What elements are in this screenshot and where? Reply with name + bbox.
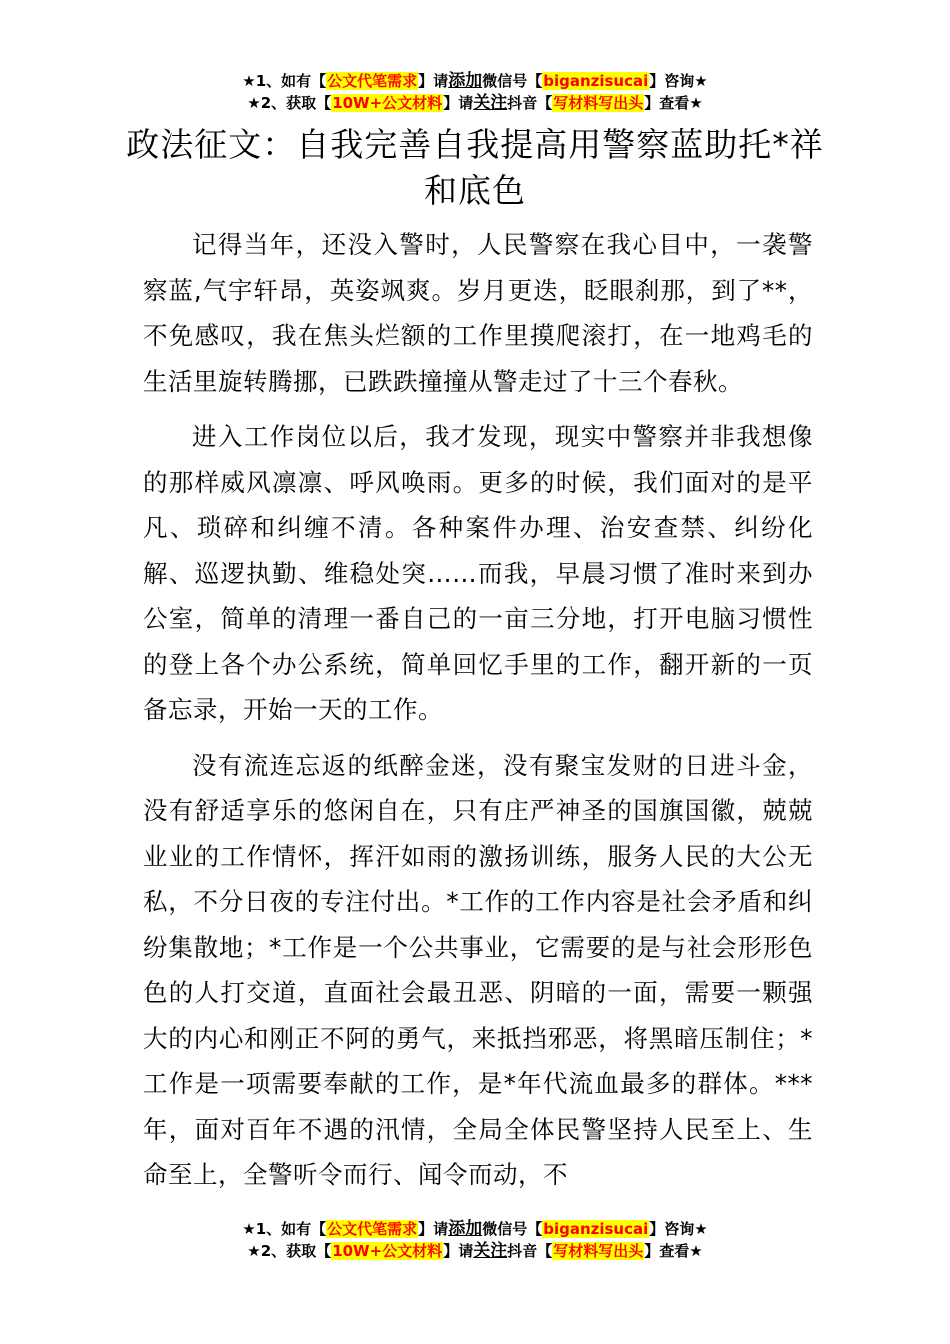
header-banner [0,70,950,114]
paragraph: 进入工作岗位以后，我才发现，现实中警察并非我想像的那样威风凛凛、呼风唤雨。更多的时候，我们面对的是平凡、琐碎和纠缠不清。各种案件办理、治安查禁、纠纷化解、巡逻执勤、维稳处突……而我，早晨习惯了准时来到办公室，简单的清理一番自己的一亩三分地，打开电脑习惯性的登上各个办公系统，简单回忆手里的工作，翻开新的一页备忘录，开始一天的工作。 [143,422,813,724]
highlight-wechat-id: biganzisucai [543,72,649,90]
banner-line-2 [0,1240,950,1262]
banner-text: 】请 [418,1220,449,1238]
highlight-service: 公文代笔需求 [327,72,418,90]
banner-text: ★2、获取【 [247,94,332,112]
paragraph: 记得当年，还没入警时，人民警察在我心目中，一袭警察蓝,气宇轩昂，英姿飒爽。岁月更迭，眨眼刹那，到了**，不免感叹，我在焦头烂额的工作里摸爬滚打，在一地鸡毛的生活里旋转腾挪，已跌跌撞撞从警走过了十三个春秋。 [143,230,813,396]
banner-text: 抖音【 [507,1242,553,1260]
highlight-service: 公文代笔需求 [327,1220,418,1238]
banner-emphasis: 关注 [473,1241,508,1261]
banner-text: 】咨询★ [649,72,708,90]
banner-text: ★2、获取【 [247,1242,332,1260]
banner-text: 微信号【 [482,72,543,90]
banner-text: 】请 [418,72,449,90]
footer-banner [0,1218,950,1262]
banner-emphasis: 关注 [473,93,508,113]
paragraph: 没有流连忘返的纸醉金迷，没有聚宝发财的日进斗金，没有舒适享乐的悠闲自在，只有庄严神圣的国旗国徽，兢兢业业的工作情怀，挥汗如雨的激扬训练，服务人民的大公无私，不分日夜的专注付出。*工作的工作内容是社会矛盾和纠纷集散地；*工作是一个公共事业，它需要的是与社会形形色色的人打交道，直面社会最丑恶、阴暗的一面，需要一颗强大的内心和刚正不阿的勇气，来抵挡邪恶，将黑暗压制住；*工作是一项需要奉献的工作，是*年代流血最多的群体。***年，面对百年不遇的汛情，全局全体民警坚持人民至上、生命至上，全警听令而行、闻令而动，不 [143,750,813,1189]
banner-text: 】请 [443,94,474,112]
banner-text: ★1、如有【 [242,72,327,90]
banner-line-1 [0,70,950,92]
banner-text: 】查看★ [644,1242,703,1260]
banner-emphasis: 添加 [448,1219,483,1239]
banner-text: 微信号【 [482,1220,543,1238]
highlight-douyin: 写材料写出头 [553,1242,644,1260]
document-body [143,222,813,1208]
banner-emphasis: 添加 [448,71,483,91]
banner-text: ★1、如有【 [242,1220,327,1238]
banner-line-1 [0,1218,950,1240]
highlight-materials: 10W+公文材料 [332,94,443,112]
banner-text: 】查看★ [644,94,703,112]
banner-text: 】请 [443,1242,474,1260]
highlight-materials: 10W+公文材料 [332,1242,443,1260]
banner-line-2 [0,92,950,114]
highlight-douyin: 写材料写出头 [553,94,644,112]
highlight-wechat-id: biganzisucai [543,1220,649,1238]
banner-text: 】咨询★ [649,1220,708,1238]
banner-text: 抖音【 [507,94,553,112]
document-title: 政法征文：自我完善自我提高用警察蓝助托*祥和底色 [126,125,824,210]
